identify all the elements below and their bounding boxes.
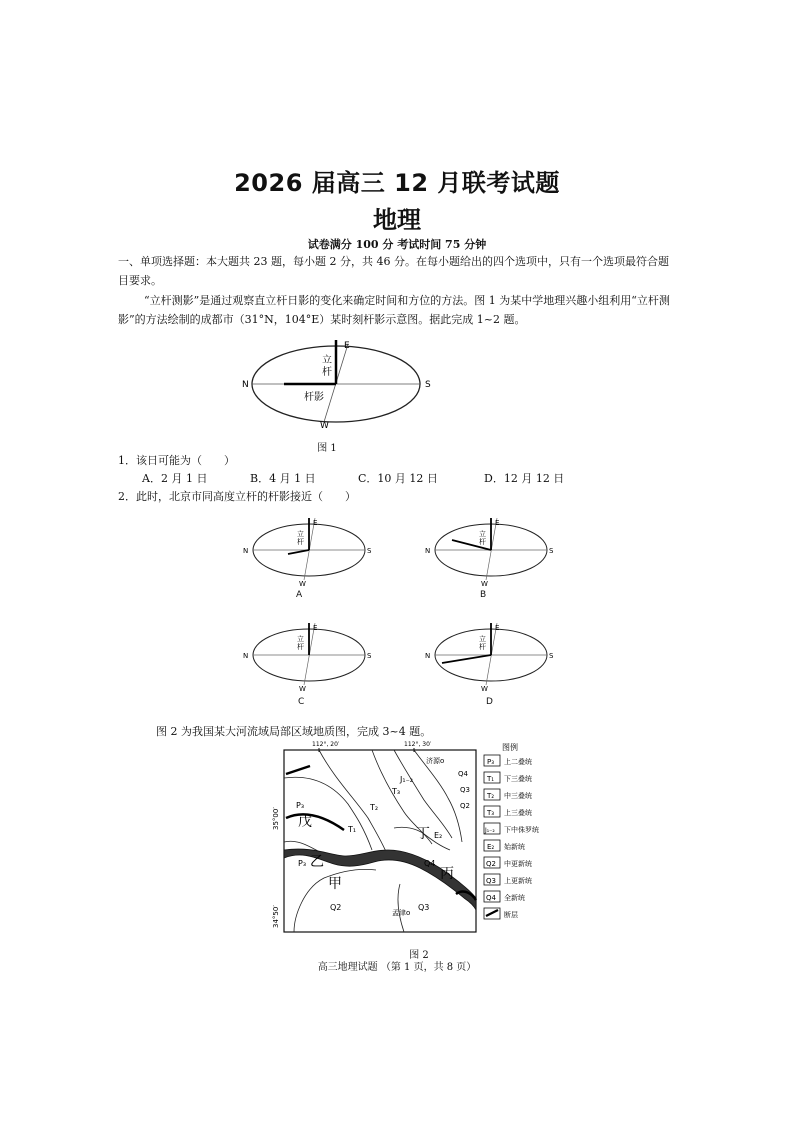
label-e: E <box>495 519 500 527</box>
label-jia: 甲 <box>328 876 342 892</box>
legend-label: 全新统 <box>504 894 525 902</box>
q1-option-c-text: 10 月 12 日 <box>377 472 438 485</box>
label-pole-1: 立 <box>479 635 486 643</box>
label-n: N <box>242 380 249 390</box>
label-pole-2: 杆 <box>297 538 304 546</box>
label-n: N <box>425 547 431 555</box>
q2-diagram-c[interactable] <box>240 617 378 693</box>
legend-label: 中三叠统 <box>504 792 532 800</box>
legend-code: Q4 <box>486 894 496 902</box>
legend-item-6 <box>484 857 532 868</box>
legend-code: T₃ <box>487 809 495 817</box>
legend-item-0 <box>484 755 532 766</box>
label-n: N <box>243 547 249 555</box>
legend-code: T₂ <box>487 792 495 800</box>
legend-label: 上三叠统 <box>504 809 532 817</box>
legend-code: Q2 <box>486 860 496 868</box>
q2-diagram-b[interactable] <box>422 512 560 588</box>
legend-title: 图例 <box>502 743 518 752</box>
label-n: N <box>243 652 249 660</box>
label-pole-1: 立 <box>297 530 304 538</box>
legend-label: 始新统 <box>504 843 525 851</box>
figure-1-caption: 图 1 <box>317 443 337 454</box>
label-e2: E₂ <box>434 831 443 840</box>
figure-1-diagram <box>236 336 446 432</box>
lat-label-1: 35°00′ <box>272 807 280 830</box>
q1-option-a-letter: A． <box>142 472 161 485</box>
q2-stem: 2．此时，北京市同高度立杆的杆影接近（ ） <box>118 490 356 503</box>
legend-item-3 <box>484 806 532 817</box>
q2-label-d: D <box>486 697 493 707</box>
label-q2b: Q2 <box>330 903 342 912</box>
legend-label: 上更新统 <box>504 877 532 885</box>
label-s: S <box>425 380 431 390</box>
label-w: W <box>299 685 306 693</box>
label-pole-1: 立 <box>297 635 304 643</box>
q1-option-b-text: 4 月 1 日 <box>269 472 316 485</box>
label-e: E <box>344 341 350 351</box>
label-s: S <box>549 652 554 660</box>
label-p3b: P₃ <box>298 859 307 868</box>
shadow <box>442 655 491 663</box>
legend-item-4 <box>484 823 539 834</box>
map-frame <box>284 750 476 932</box>
legend-label: 上二叠统 <box>504 758 532 766</box>
label-bing: 丙 <box>440 866 454 882</box>
legend-label: 断层 <box>504 911 518 919</box>
label-w: W <box>481 685 488 693</box>
q1-option-c-letter: C． <box>358 472 378 485</box>
subject-title: 地理 <box>373 206 421 234</box>
label-t1: T₁ <box>348 825 357 834</box>
label-t3: T₃ <box>392 787 401 796</box>
label-q3a: Q3 <box>460 786 470 794</box>
label-pole-1: 立 <box>322 355 332 366</box>
q2-label-b: B <box>480 590 487 600</box>
label-q4b: Q4 <box>424 859 436 868</box>
label-jiyuan: 济源o <box>426 757 445 765</box>
label-ding: 丁 <box>416 826 430 842</box>
legend-code: T₁ <box>487 775 495 783</box>
legend-item-8 <box>484 891 525 902</box>
legend-item-5 <box>484 840 525 851</box>
legend-code: Q3 <box>486 877 496 885</box>
legend-item-9 <box>484 908 518 919</box>
legend-item-2 <box>484 789 532 800</box>
label-mengjin: 孟津o <box>392 909 411 917</box>
label-w: W <box>481 580 488 588</box>
label-pole-2: 杆 <box>479 538 486 546</box>
lon-label-2: 112°, 30′ <box>404 741 432 748</box>
q1-option-a[interactable] <box>142 470 207 486</box>
legend-code: E₂ <box>487 843 495 851</box>
label-w: W <box>299 580 306 588</box>
section-instructions: 一、单项选择题：本大题共 23 题，每小题 2 分，共 46 分。在每小题给出的四个选项中，只有一个选项最符合题目要求。 <box>118 255 669 287</box>
page-footer: 高三地理试题 （第 1 页，共 8 页） <box>317 962 477 973</box>
label-t2: T₂ <box>370 803 379 812</box>
label-pole-1: 立 <box>479 530 486 538</box>
q1-option-d-letter: D． <box>484 472 504 485</box>
q2-label-c: C <box>298 697 305 707</box>
legend-item-7 <box>484 874 532 885</box>
shadow <box>288 550 309 554</box>
label-pole-2: 杆 <box>479 643 486 651</box>
figure-2-geologic-map <box>264 738 556 950</box>
label-s: S <box>367 652 372 660</box>
label-e: E <box>313 624 318 632</box>
label-pole-2: 杆 <box>322 367 332 378</box>
legend-label: 中更新统 <box>504 860 532 868</box>
q1-option-c[interactable] <box>358 470 438 486</box>
q2-diagram-a[interactable] <box>240 512 378 588</box>
label-pole-2: 杆 <box>297 643 304 651</box>
legend-label: 下三叠统 <box>504 775 532 783</box>
figure-2-caption: 图 2 <box>409 950 429 961</box>
label-s: S <box>549 547 554 555</box>
q1-stem: 1．该日可能为（ ） <box>118 454 235 467</box>
label-wu: 戊 <box>298 814 312 830</box>
label-p3a: P₃ <box>296 801 305 810</box>
q1-option-a-text: 2 月 1 日 <box>160 472 208 485</box>
exam-title: 2026 届高三 12 月联考试题 <box>234 169 560 197</box>
question-intro-3-4: 图 2 为我国某大河流域局部区域地质图，完成 3~4 题。 <box>156 725 432 738</box>
q1-option-d-text: 12 月 12 日 <box>503 472 565 485</box>
label-j12: J₁₋₂ <box>400 775 413 784</box>
label-n: N <box>425 652 431 660</box>
label-q3b: Q3 <box>418 903 430 912</box>
q2-diagram-d[interactable] <box>422 617 560 693</box>
lat-label-2: 34°50′ <box>272 905 280 928</box>
label-q2a: Q2 <box>460 802 470 810</box>
legend-item-1 <box>484 772 532 783</box>
q2-label-a: A <box>296 590 303 600</box>
label-s: S <box>367 547 372 555</box>
q1-option-b-letter: B． <box>250 472 270 485</box>
label-e: E <box>495 624 500 632</box>
label-yi: 乙 <box>310 854 324 870</box>
q1-option-b[interactable] <box>250 470 316 486</box>
legend-label: 下中侏罗统 <box>504 826 539 834</box>
lon-label-1: 112°, 20′ <box>312 741 340 748</box>
exam-meta: 试卷满分 100 分 考试时间 75 分钟 <box>307 238 487 251</box>
legend-code: J₁₋₂ <box>485 827 495 834</box>
label-q4a: Q4 <box>458 770 468 778</box>
question-intro-1-2: “立杆测影”是通过观察直立杆日影的变化来确定时间和方位的方法。图 1 为某中学地理兴趣小组利用“立杆测影”的方法绘制的成都市（31°N，104°E）某时刻杆影示意图。据此完成 1~2 题。 <box>118 294 670 326</box>
label-w: W <box>320 421 329 431</box>
label-e: E <box>313 519 318 527</box>
label-shadow: 杆影 <box>304 392 324 403</box>
legend-code: P₃ <box>487 758 495 766</box>
q1-option-d[interactable] <box>484 470 564 486</box>
